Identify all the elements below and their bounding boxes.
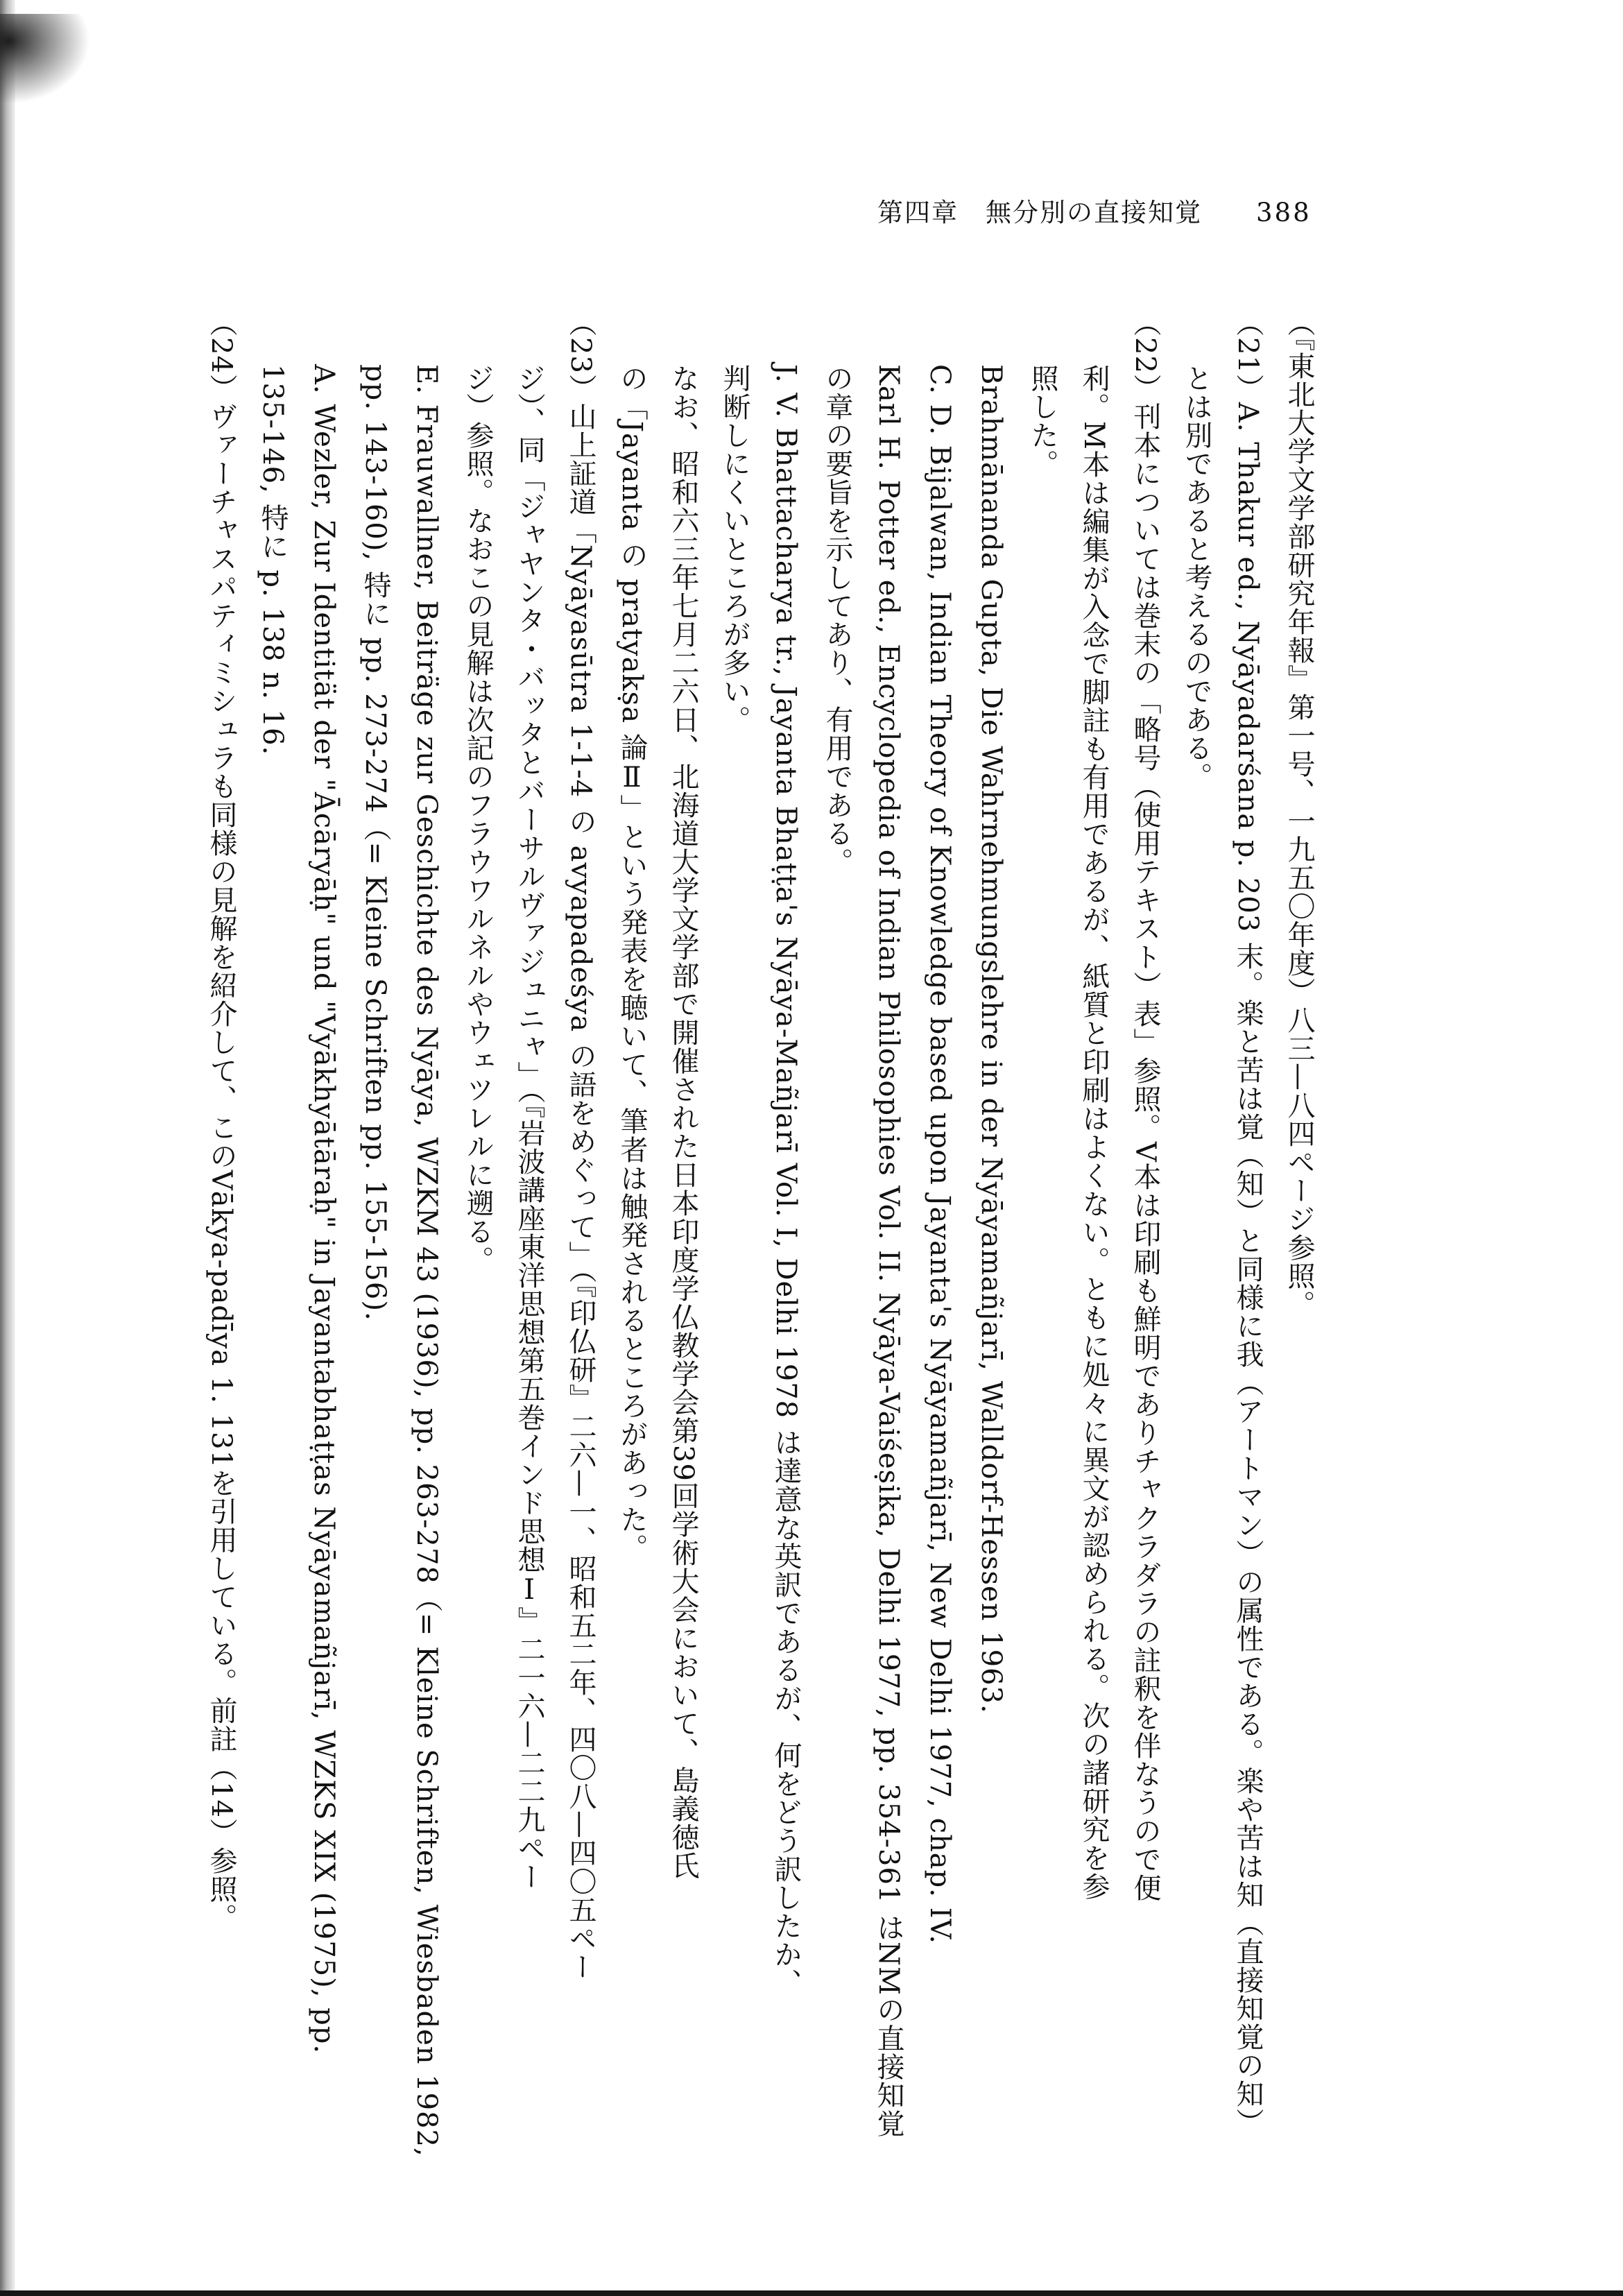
footnote-line: （『東北大学文学部研究年報』第一号、一九五〇年度）八三—八四ページ参照。 [1283, 309, 1315, 1319]
footnote-line: の章の要旨を示してあり、有用である。 [821, 364, 853, 876]
footnote-line: ジ）、同「ジャヤンタ・バッタとバーサルヴァジュニャ」（『岩波講座東洋思想第五巻インド思想Ⅰ』二一六—二二九ペー [513, 364, 545, 1891]
footnote-24-line: （24）ヴァーチャスパティミシュラも同様の見解を紹介して、このVākya-padīya 1. 131を引用している。前註（14）参照。 [205, 309, 237, 1932]
footnote-line: なお、昭和六三年七月二六日、北海道大学文学部で開催された日本印度学仏教学会第39回学術大会において、島義徳氏 [667, 364, 699, 1880]
footnote-22-line: （22）刊本については巻末の「略号（使用テキスト）表」参照。V本は印刷も鮮明でありチャクラダラの註釈を伴なうので便 [1129, 309, 1161, 1902]
scan-bottom-edge [0, 2290, 1623, 2296]
footnote-line: ジ）参照。なおこの見解は次記のフラウワルネルやウェツレルに遡る。 [462, 364, 494, 1274]
reference-line: J. V. Bhattacharya tr., Jayanta Bhaṭṭa's Nyāya-Mañjarī Vol. I, Delhi 1978 は達意な英訳であるが、何をどう訳したか、 [770, 364, 802, 1997]
reference-line: Brahmānanda Gupta, Die Wahrnehmungslehre in der Nyāyamañjarī, Walldorf-Hessen 1963. [975, 364, 1007, 1714]
scan-edge-shadow [0, 0, 15, 2296]
chapter-title: 第四章 無分別の直接知覚 [877, 198, 1202, 228]
footnote-23-line: （23）山上証道「Nyāyasūtra 1-1-4 の avyapadeśya の語をめぐって」（『印仏研』二六—一、昭和五二年、四〇八—四〇五ペー [565, 309, 596, 1981]
footnote-line: 判断しにくいところが多い。 [719, 364, 750, 734]
reference-line: Karl H. Potter ed., Encyclopedia of Indian Philosophies Vol. II. Nyāya-Vaiśeṣika, Delhi 1977, pp. 354-361 はNMの直接知覚 [873, 364, 904, 2139]
reference-line: A. Wezler, Zur Identität der "Ācāryāḥ" und "Vyākhyātāraḥ" in Jayantabhaṭṭas Nyāyamañjarī, WZKS XIX (1975), pp. [308, 364, 340, 2055]
footnote-line: の「Jayanta の pratyakṣa 論Ⅱ」という発表を聴いて、筆者は触発されるところがあった。 [616, 364, 648, 1562]
footnote-line: pp. 143-160), 特に pp. 273-274（= Kleine Schriften pp. 155-156). [359, 364, 391, 1321]
footnote-line: 135-146, 特に p. 138 n. 16. [257, 364, 289, 756]
scan-smudge [0, 14, 90, 104]
footnote-21-line: （21）A. Thakur ed., Nyāyadarśana p. 203 末。楽と苦は覚（知）と同様に我（アートマン）の属性である。楽や苦は知（直接知覚の知） [1232, 309, 1264, 2137]
footnotes-block [196, 309, 1325, 2157]
reference-line: C. D. Bijalwan, Indian Theory of Knowledge based upon Jayanta's Nyāyamañjarī, New Delhi 1977, chap. IV. [924, 364, 956, 1945]
page-number: 388 [1256, 198, 1312, 228]
running-header [877, 191, 1312, 229]
reference-line: E. Frauwallner, Beiträge zur Geschichte des Nyāya, WZKM 43 (1936), pp. 263-278（= Kleine Schriften, Wiesbaden 1982, [411, 364, 443, 2157]
footnote-line: とは別であると考えるのである。 [1180, 364, 1212, 791]
footnote-line: 照した。 [1027, 364, 1058, 478]
footnote-line: 利。M本は編集が入念で脚註も有用であるが、紙質と印刷はよくない。ともに処々に異文が認められる。次の諸研究を参 [1078, 364, 1110, 1901]
